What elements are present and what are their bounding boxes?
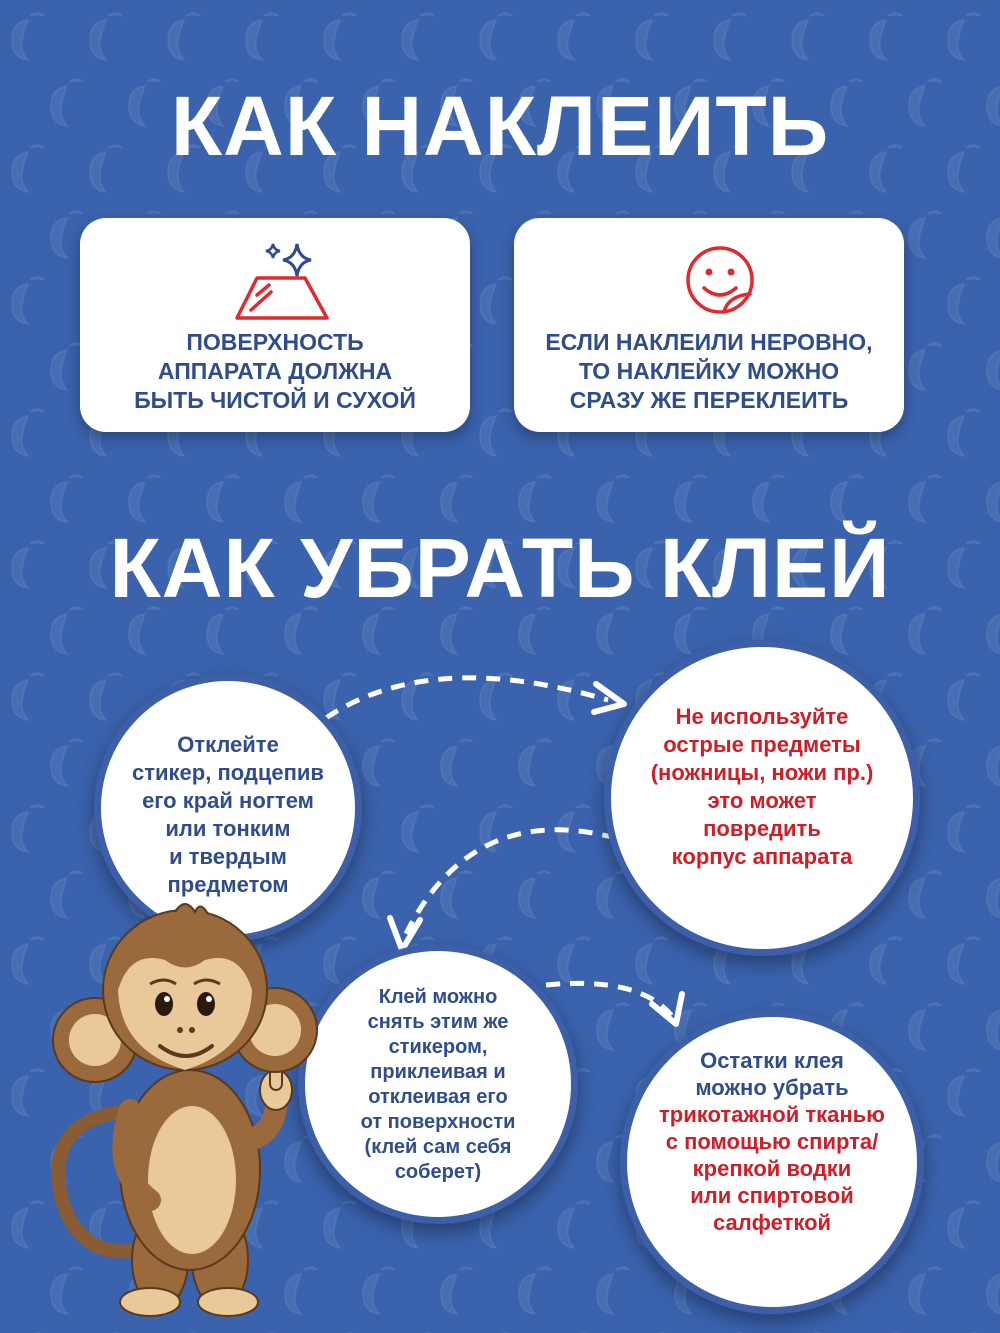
step-residue-text-red: трикотажной тканью с помощью спирта/ крепкой водки или спиртовой салфеткой [659,1102,885,1235]
step-peel-text: Отклейте стикер, подцепив его край ногтем или тонким и твердым предметом [132,732,324,897]
card-restick-text: ЕСЛИ НАКЛЕИЛИ НЕРОВНО, ТО НАКЛЕЙКУ МОЖНО СРАЗУ ЖЕ ПЕРЕКЛЕИТЬ [545,329,873,413]
step-residue-text-blue: Остатки клея можно убрать [695,1048,849,1100]
card-clean-surface-text: ПОВЕРХНОСТЬ АППАРАТА ДОЛЖНА БЫТЬ ЧИСТОЙ И СУХОЙ [134,329,416,413]
title-how-to-remove-glue: КАК УБРАТЬ КЛЕЙ [109,521,891,615]
step-reuse-text: Клей можно снять этим же стикером, приклеивая и отклеивая его от поверхности (клей сам себя соберет) [360,986,516,1183]
step-warning-text: Не используйте острые предметы (ножницы, ножи пр.) это может повредить корпус аппарата [650,704,874,869]
title-how-to-apply: КАК НАКЛЕИТЬ [170,79,830,173]
